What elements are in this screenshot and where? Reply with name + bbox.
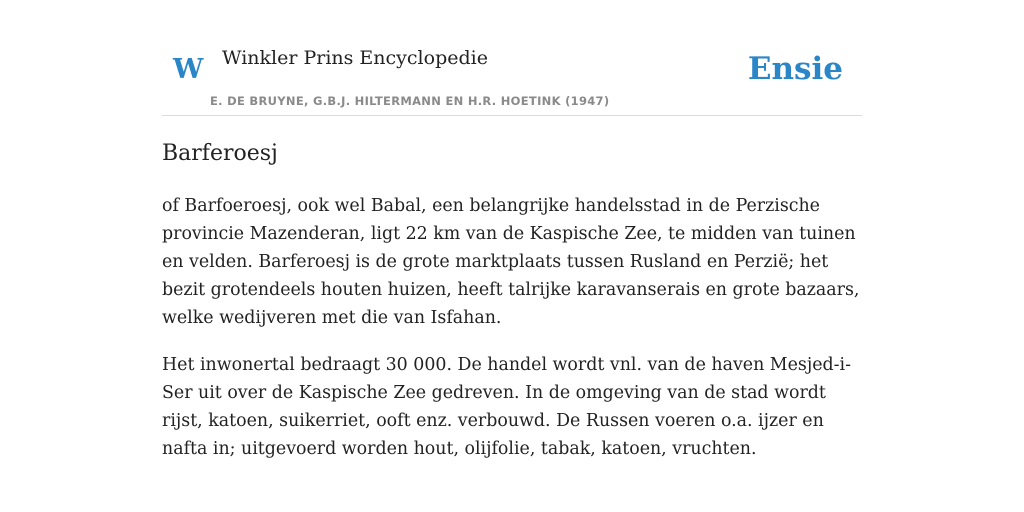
source-header — [162, 0, 862, 116]
entry-paragraph: Het inwonertal bedraagt 30 000. De handel wordt vnl. van de haven Mesjed-i-Ser uit over de Kaspische Zee gedreven. In de omgeving van de stad wordt rijst, katoen, suikerriet, ooft enz. verbouwd. De Russen voeren o.a. ijzer en nafta in; uitgevoerd worden hout, olijfolie, tabak, katoen, vruchten. — [162, 355, 851, 459]
entry-body — [162, 192, 862, 482]
entry-title: Barferoesj — [162, 141, 278, 166]
entry-paragraph: of Barfoeroesj, ook wel Babal, een belangrijke handelsstad in de Perzische provincie Mazenderan, ligt 22 km van de Kaspische Zee, te midden van tuinen en velden. Barferoesj is de grote marktplaats tussen Rusland en Perzië; het bezit grotendeels houten huizen, heeft talrijke karavanserais en grote bazaars, welke wedijveren met die van Isfahan. — [162, 196, 860, 328]
brand-logo[interactable]: Ensie — [747, 51, 843, 87]
source-title[interactable]: Winkler Prins Encyclopedie — [222, 47, 488, 69]
source-authors: E. DE BRUYNE, G.B.J. HILTERMANN EN H.R. HOETINK (1947) — [210, 94, 610, 108]
source-logo[interactable]: W — [173, 54, 204, 85]
page — [162, 0, 862, 512]
